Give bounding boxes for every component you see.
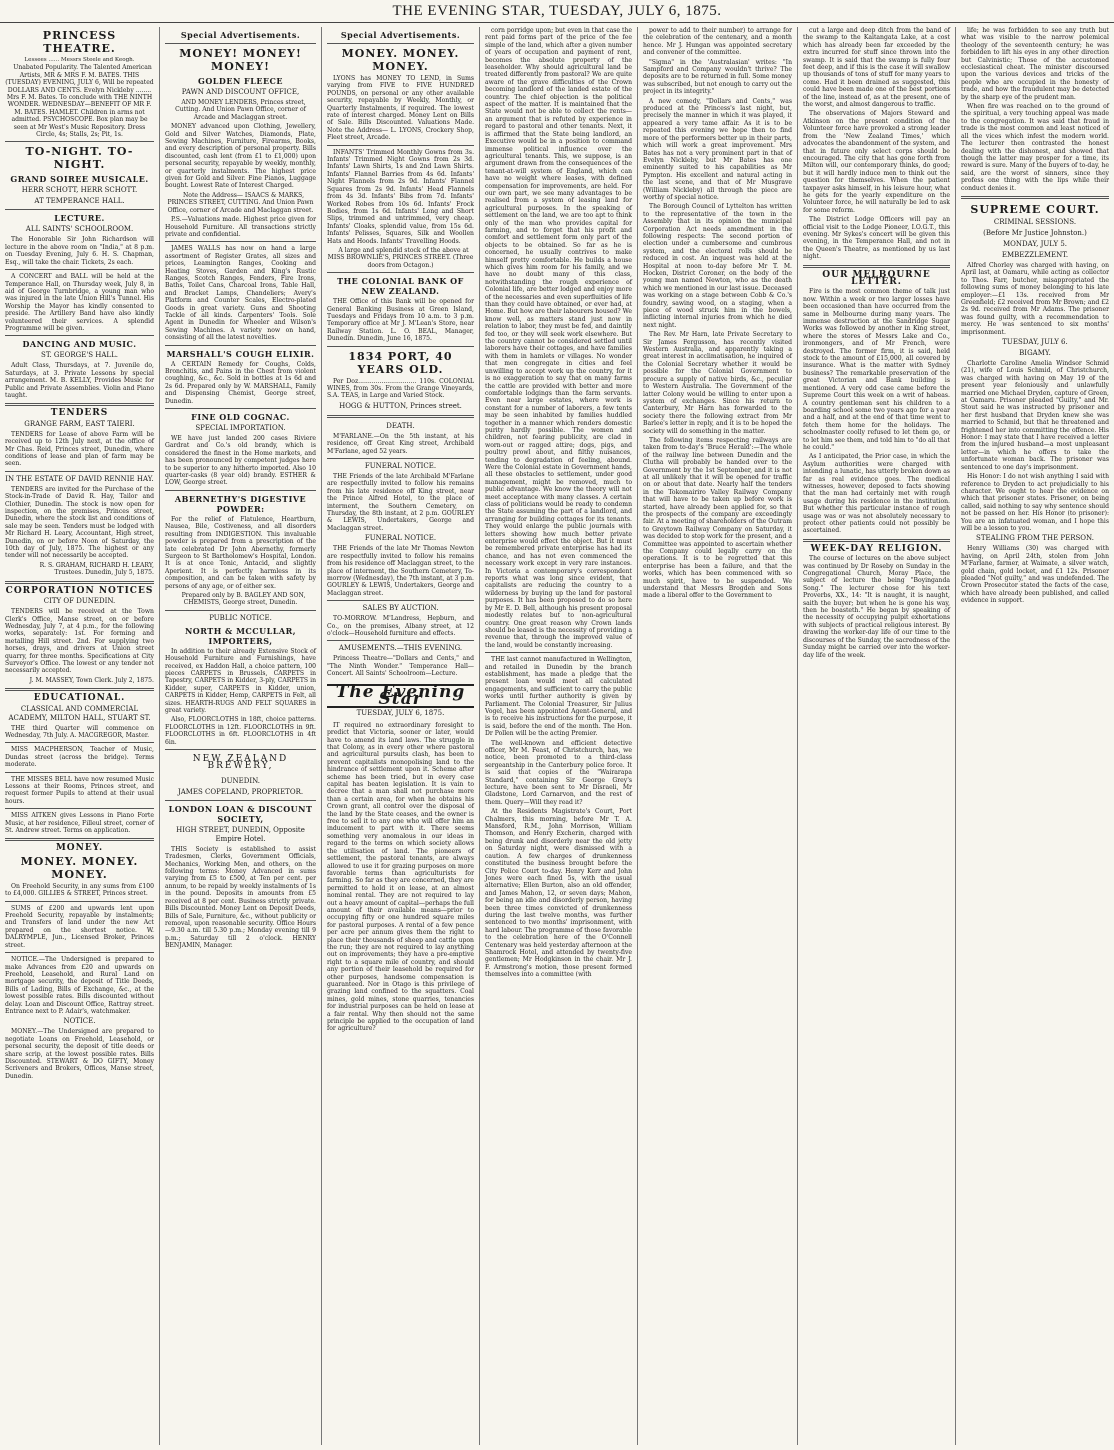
brownlie-line: A large and splendid stock of the above at MISS BROWNLIE'S, PRINCES STREET. (Three doors from Octagon.) [327,246,474,269]
city-body: TENDERS will be received at the Town Clerk's Office, Manse street, on or before Wednesday, July 7, at 4 p.m., for the following works, separately: 1st. For forming and metalling Hill street. 2nd. For supplying two horses, drays, and drivers at Union street quarry, for three months. Specifications at City Surveyor's Office. The lowest or any tender not necessarily accepted. [5,608,154,675]
dancing-place: ST. GEORGE'S HALL. [41,351,118,360]
lecture-body: The Honorable Sir John Richardson will lecture in the above room on "India," at 8 p.m. on Tuesday Evening, July 6. H. S. Chapman, Esq., will take the chair. Tickets, 2s each. [5,236,154,266]
money-big: MONEY. MONEY. MONEY. [20,854,139,881]
week-day-religion-heading: WEEK-DAY RELIGION. [810,543,943,554]
brewery-sub: DUNEDIN. [220,776,261,785]
cognac-heading: FINE OLD COGNAC. [191,412,290,423]
money-big-2: MONEY! MONEY! MONEY! [179,47,302,73]
sales-body: TO-MORROW. M'Landress, Hepburn, and Co., on the premises, Albany street, at 12 o'clock—Household furniture and effects. [327,615,474,637]
hogg-line: HOGG & HUTTON, Princes street. [339,401,462,410]
news-item-7: The Borough Council of Lyttelton has written to the representative of the town in the Assembly that in its opinion the municipal Corporation Act needs amendment in the following respects: The second portion of election under a cumbersome and cumbrous system, and the electoral rolls should be reduced in cost. An inquest was held at the Hospital at noon to-day before Mr T. M. Hocken, District Coroner, on the body of the young man named Newton, who as the death which we mentioned in our last issue. Deceased was working on a stage between Cobb & Co.'s foundry, sawing wood, on a staging, when a piece of wood struck him in the bowels, inflicting internal injuries from which he died next night. [643,203,792,329]
pawn-valuations: P.S.—Valuations made. Highest price given for Household Furniture. All transactions strictly private and confidential. [165,216,316,238]
corporation-heading: CORPORATION NOTICES [5,585,154,596]
paper-title: The Evening Star [327,684,474,709]
bigamy-heading: BIGAMY. [1019,349,1051,357]
week-day-religion-body: The course of lectures on the above subject was continued by Dr Roseby on Sunday in the Congregational Church, Moray Place, the subject of lecture the being "Boyinganda Song." The lecturer chose for his text Proverbs, XX., 14: "It is naught, it is naught, saith the buyer; but when he is gone his way, then he boasteth." He began by speaking of the necessity of occupying pulpit exhortations with subjects of practical religious interest. By drawing the worker-day life of our time to the discourses of the Sunday, the sacredness of the Sunday might be carried over into the worker-day life of the week. [803,555,950,659]
money-body: On Freehold Security, in any sums from £100 to £4,000. GILLIES & STREET, Princes street. [5,882,154,898]
case-bigamy-2: His Honor: I do not wish anything I said with reference to Dryden to act prejudicially to his character. We ought to hear the evidence on which that prisoner states. Prisoner, on being called, said nothing to say why sentence should not be passed on her. His Honor (to prisoner): You are an infatuated woman, and I hope this will be a lesson to you. [961,473,1109,532]
news-item-5: "Sigma" in the 'Australasian' writes: "In Sampford and Company wouldn't thrive? The deposits are to be returned in full. Some money was subscribed, but not enough to carry out the project in its integrity." [643,58,792,96]
notice2-heading: NOTICE. [63,1017,96,1026]
masthead-title: THE EVENING STAR, TUESDAY, JULY 6, 1875. [392,3,722,19]
newspaper-masthead [0,0,1114,23]
funeral-heading-2: FUNERAL NOTICE. [364,534,437,543]
grange-heading: GRANGE FARM, EAST TAIERI. [24,419,135,428]
column-6 [798,27,956,1445]
melbourne-letter-heading: OUR MELBOURNE LETTER. [822,269,931,287]
supreme-court-heading: SUPREME COURT. [970,202,1100,216]
pawn-heading: PAWN AND DISCOUNT OFFICE, [181,88,300,96]
academy-heading: CLASSICAL AND COMMERCIAL ACADEMY, MILTON HALL, STUART ST. [8,704,151,722]
melbourne-letter-body-2: As I anticipated, the Prior case, in which the Asylum authorities were charged with intending a lunatic, has utterly broken down as far as real evidence goes. The medical witnesses, however, deposed to facts showing that the man had certainly met with rough usage during his residence in the institution. But whether this particular instance of rough usage was or was not absolutely necessary to protect other patients could not possibly be ascertained. [803,453,950,535]
walls-ad: JAMES WALLS has now on hand a large assortment of Register Grates, all sizes and prices, Leamington Ranges, Cooking and Heating Stoves, Garden and King's Rustic Ranges, Scotch Ranges, Fenders, Fire Irons, Baths, Toilet Cans, Charcoal Irons, Table Hall, and Bracket Lamps, Chandeliers; Avery's Platform and Counter Scales, Electro-plated Goods in great variety. Guns and Shooting Tackle of all kinds. Carpenters' Tools. Sole Agent in Dunedin for Wheeler and Wilson's Sewing Machines. A variety now on hand, consisting of all the latest novelties. [165,245,316,342]
monday-line: MONDAY, JULY 5. [1002,239,1067,248]
criminal-sessions-heading: CRIMINAL SESSIONS. [993,217,1077,226]
amusements-body: Princess Theatre—"Dollars and Cents," and "The Ninth Wonder." Temperance Hall—Concert. All Saints' Schoolroom—Lecture. [327,655,474,678]
port-heading: 1834 PORT, 40 YEARS OLD. [348,349,453,376]
pawn-address: Note the Address— ISAACS & MARKS, PRINCES STREET, CUTTING. And Union Pawn Office, corner of Arcade and Maclaggan street. [167,191,314,214]
news-item-10: cut a large and deep ditch from the band of the swamp to the Kaitangata Lake, at a cost which has already been far exceeded by the extra incurred for stuff since thrown into the swamp. It is said that the swamp is fully four feet deep, and if this is the case it will swallow up thousands of tons of stuff for many years to come. Had it been drained as suggested, this could have been made one of the best portions of the line, instead of, as at the present, one of the worst, and almost dangerous to traffic. [803,27,950,109]
notice2-ad: MONEY.—The Undersigned are prepared to negotiate Loans on Freehold, Leasehold, or personal security, the deposit of title deeds or share scrip, at the lowest possible rates. Bills Discounted. STEWART & DO GIFTY, Money Scriveners and Brokers, Offices, Manse street, Dunedin. [5,1028,154,1080]
city-heading: CITY OF DUNEDIN. [43,597,116,606]
news-item-1: THE last cannot manufactured in Wellington, and retailed in Dunedin by the branch establishment, has made a pledge that the present loan would meet all calculated engagements, and sufficient to carry the public works until further authority is given by Parliament. The Colonial Treasurer, Sir Julius Vogel, has been appointed Agent-General, and is to receive his instructions for the purpose, it is said, before the end of the month. The Hon. Dr Pollen will be the acting Premier. [485,656,632,738]
news-item-6: A new comedy, "Dollars and Cents," was produced at the Princess's last night, but, precisely the manner in which it was played, it appeared a very tame affair. As it is to be repeated this evening we hope then to find more of the performers better up in their parts, which will work a great improvement. Mrs Bates has not a very prominent part in that of Evelyn Nickleby, but Mr Bates has one eminently suited to his capabilities as Mr Pympton. His excellent and natural acting in the last scene, and that of Mr Musgrave (William Nickleby) all through the piece are worthy of special notice. [643,97,792,201]
brewery-heading: NEW ZEALAND BREWERY, [192,754,289,772]
column-5 [638,27,798,1445]
golden-fleece-heading: GOLDEN FLEECE [197,76,284,86]
stealing-heading: STEALING FROM THE PERSON. [976,534,1094,543]
news-item-12: The District Lodge Officers will pay an official visit to the Lodge Pioneer, I.O.G.T., this evening. Mr Sykes's concert will be given this evening, in the Temperance Hall, and not in the Queen's Theatre, as mentioned by us last night. [803,216,950,261]
column-2 [160,27,322,1445]
soiree-heading: GRAND SOIREE MUSICALE. [10,174,149,185]
public-notice-heading: PUBLIC NOTICE. [209,613,272,622]
special-ads-heading-2: Special Advertisements. [340,30,461,40]
money-lenders: AND MONEY LENDERS, Princes street, Cutting. And Union Pawn Office, corner of Arcade and Maclaggan street. [175,99,306,121]
schott-line: HERR SCHOTT, HERR SCHOTT. [21,186,138,195]
north-body: In addition to their already Extensive Stock of Household Furniture and Furnishings, have received, ex Haddon Hall, a choice pattern, 100 pieces CARPETS in Brussels, CARPETS in Tapestry, CARPETS in Kidder, 3-ply, CARPETS in Kidder, super, CARPETS in Kidder, union, CARPETS in Kidder, Hemp, CARPETS in Felt, all sizes. HEARTH-RUGS AND FELT SQUARES in great variety. [165,647,316,714]
academy-body: THE third Quarter will commence on Wednesday, 7th July. A. MACGREGOR, Master. [5,724,154,739]
cognac-body: WE have just landed 200 cases Riviere Gardrat and Co.'s old brandy, which is considered the finest in the Home markets, and has been pronounced by competent judges here to be superior to any hitherto imported. Also 10 quarter-casks (8 year old) brandy. ESTHER & LOW, George street. [165,435,316,487]
abernethy-body: For the relief of Flatulence, Heartburn, Nausea, Bile, Costiveness, and all disorders resulting from INDIGESTION. This invaluable powder is prepared from a prescription of the late celebrated Dr John Abernethy, formerly Surgeon to St Bartholomew's Hospital, London. It is at once Tonic, Antacid, and slightly Aperient. It is perfectly harmless in its composition, and can be taken with safety by persons of any age, or of either sex. [165,515,316,590]
money-big-3: MONEY. MONEY. MONEY. [341,47,460,73]
leader-article: IT required no extraordinary foresight to predict that Victoria, sooner or later, would have to amend its land laws. The struggle in that Colony, as in every other where pastoral and agricultural pursuits clash, has been to prevent capitalists monopolising land to the hindrance of settlement upon it. Scheme after scheme has been tried, but in every case capital has beaten legislation. It is vain to decree that a man shall not purchase more than a certain area, for when he obtains his Crown grant, all control over the disposal of the land by the State ceases, and the owner is free to sell it to any one who will offer him an inducement to part with it. There seems something very anomalous in our ideas in regard to the terms on which society allows the utilisation of land. The pioneers of settlement, the pastoral tenants, are always allowed to use it for grazing purposes on more favorable terms than agriculturists for farming. So far as they are concerned, they are permitted to hold it on lease, at an almost nominal rental. They are not required to lay out a heavy amount of capital—perhaps the full amount of their available means—prior to occupying fifty or one hundred square miles for pastoral purposes. A rental of a few pence per acre per annum gives them the right to place their thousands of sheep and cattle upon the run; they are not required to lay anything out on improvements; they have a pre-emptive right to a square mile of country, and should any portion of their leasehold be required for other purposes, handsome compensation is guaranteed. Nor in Otago is this privilege of grazing land confined to the squatters. Coal mines, gold mines, stone quarries, tenancies for industrial purposes can be held on lease at a fair rental. Why then should not the same principle be applied to the occupation of land for agriculture? [327,721,474,1033]
london-loan-heading: LONDON LOAN & DISCOUNT SOCIETY, [168,803,313,824]
death-body: M'FARLANE.—On the 5th instant, at his residence, off Great King street, Archibald M'Farlane, aged 52 years. [327,432,474,455]
cough-body: A CERTAIN Remedy for Coughs, Colds, Bronchitis, and Pains in the Chest from violent coughing, &c., &c. Sold in bottles at 1s 6d and 2s 6d. Prepared only by W. MARSHALL, Family and Dispensing Chemist, George street, Dunedin. [165,360,316,405]
port-body: Per Doz.............................. 110s. COLONIAL WINES, from 30s. From the Grange Vineyards, S.A. TEAS, in Large and Varied Stock. [327,377,474,400]
estate-heading: IN THE ESTATE OF DAVID RENNIE HAY. [5,474,154,483]
column-7 [956,27,1114,1445]
abernethy-heading: ABERNETHY'S DIGESTIVE POWDER: [174,493,307,514]
dancing-body: Adult Class, Thursdays, at 7. Juvenile do, Saturdays, at 3. Private Lessons by special arrangement. M. B. KELLY, Provides Music for Public and Private Assemblies. Violin and Piano taught. [5,362,154,399]
brewery-proprietor: JAMES COPELAND, PROPRIETOR. [177,787,304,796]
concert-body: A CONCERT and BALL will be held at the Temperance Hall, on Thursday week, July 8, in aid of George Turnbridge, a young man who was injured in the late Union Hill's Tunnel. His Worship the Mayor has kindly consented to preside. The Artillery Band have also kindly volunteered their services. A splendid Programme will be given. [5,273,154,332]
lecture-heading: LECTURE. [54,213,105,224]
sales-heading: SALES BY AUCTION. [362,604,439,613]
column-3 [322,27,480,1445]
london-loan-sub: HIGH STREET, DUNEDIN, Opposite Empire Hotel. [176,825,305,843]
bank-heading: THE COLONIAL BANK OF NEW ZEALAND. [337,276,464,297]
news-item-11: The observations of Majors Steward and Atkinson on the present condition of the Volunteer force have provoked a strong leader from the 'New Zealand Times,' which advocates the abandonment of the system, and that in future only select corps should be encouraged. The city that has gone forth from Milton will, our contemporary thinks, do good; but it will hardly induce men to think out the question for themselves. When the patient taxpayer asks himself, in his leisure hour, what he gets for the yearly expenditure on the Volunteer force, he will naturally be led to ask for some reform. [803,110,950,214]
bank-body: THE Office of this Bank will be opened for General Banking Business at Green Island, Tuesdays and Fridays from 10 a.m. to 3 p.m. Temporary office at Mr J. M'Lean's Store, near Railway Station. L. O. BEAL, Manager, Dunedin. Dunedin, June 16, 1875. [327,298,474,343]
special-ads-heading: Special Advertisements. [180,30,301,40]
pawn-body: MONEY advanced upon Clothing, Jewellery, Gold and Silver Watches, Diamonds, Plate, Sewing Machines, Furniture, Firearms, Books, and every description of personal property. Bills discounted, cash lent (from £1 to £1,000) upon personal security, repayable by weekly, monthly, or quarterly instalments. The highest price given for Gold and Silver. Fine Pianos, Luggage bought. Lowest Rate of Interest Charged. [165,123,316,190]
money-heading: MONEY. [55,843,104,854]
column-1 [0,27,160,1445]
london-loan-body: THIS Society is established to assist Tradesmen, Clerks, Government Officials, Mechanics, Working Men, and others, on the following terms: Money Advanced in sums varying from £5 to £500, at Ten per cent. per annum, to be repaid by weekly instalments of 1s in the pound. Deposits in amounts from £5 received at 8 per cent. Business strictly private. Bills Discounted. Money Lent on Deposit Deeds, Bills of Sale, Furniture, &c., without publicity or removal, upon reasonable security. Office Hours—9.30 a.m. till 5.30 p.m.; Monday evening till 9 p.m.; Saturday till 2 o'clock. HENRY BENJAMIN, Manager. [165,845,316,950]
theatre-heading: PRINCESS THEATRE. [42,29,117,55]
aitken-ad: MISS AITKEN gives Lessons in Piano Forte Music, at her residence, Filleul street, corner of St. Andrew street. Terms on application. [5,812,154,835]
funeral-heading: FUNERAL NOTICE. [364,462,437,471]
judge-line: (Before Mr Justice Johnston.) [983,228,1087,237]
case-bigamy: Charlotte Caroline Amelia Windsor Schmid (21), wife of Louis Schmid, of Christchurch, was charged with having on May 19 of the present year feloniously and unlawfully married one Michael Dryden, capture of Green, at Oamaru. Prisoner pleaded "Guilty," and Mr. Stout said he was instructed by prisoner and her first husband that Dryden knew she was married to Schmid, but that he threatened and frightened her into committing the offence. His Honor: I may state that I have received a letter from the injured husband—a most unpleasant letter—in which he offers to take the unfortunate woman back. The prisoner was sentenced to one day's imprisonment. [961,360,1109,471]
news-item-9: The following items respecting railways are taken from to-day's 'Bruce Herald':—The whole of the railway line between Dunedin and the Clutha will probably be handed over to the Government by the 1st September, and it is not at all unlikely that it will be opened for traffic on or about that date. Nearly half the tenders in the Tokomairiro Valley Railway Company that will have to be taken up before work is started, have already been applied for, so that the prospects of the company are exceedingly fair. At a meeting of shareholders of the Outram to Greytown Railway Company on Saturday, it was decided to stop work for the present, and a Committee was appointed to ascertain whether the Company could legally carry on the operations. It is to be regretted that this enterprise has been a failure, and that the works, which has been commenced with so much spirit, have to be suspended. We understand that Messrs Brogden and Sons made a liberal offer to the Government to [643,436,792,600]
case-embezzlement: Alfred Chorley was charged with having, on April last, at Oamaru, while acting as collector to Thos. Farr, butcher, misappropriated the following sums of money belonging to his late employer:—£1 13s. received from Mr Greenfield; £2 received from Mr Brown; and £2 2s 9d. received from Mr Adams. The prisoner was found guilty, with a recommendation to mercy. He was sentenced to six months' imprisonment. [961,261,1109,336]
bagley-line: Prepared only by B. BAGLEY AND SON, CHEMISTS, George street, Dunedin. [181,591,306,607]
tonight-heading: TO-NIGHT. TO-NIGHT. [25,145,134,172]
column-4 [480,27,638,1445]
religion-continued: life; he was forbidden to see any truth but what was visible to the narrow polemical theology of the seventeenth century; he was forbidden to lift his eyes in any other direction but Calvinistic; Those of the accustomed ecclesiastical cheat. The minister discoursed upon the various devices and tricks of the people who are occupied in the honesty of trade, and how the fraudulent may be detected by the sharp eye of the prudent man. [961,27,1109,101]
religion-continued-2: When fire was reached on to the ground of the spiritual, a very touching appeal was made to the congregation. It was said that fraud in trade is the most common and least noticed of all the vices which infest the modern world. The lecturer then contrasted the honest dealing with the dishonest, and showed that though the latter may prosper for a time, its reward is sure. Many of the buyers of to-day, he said, are the worst of sinners, since they profess one thing with the lips while their conduct denies it. [961,103,1109,192]
tuesday-line: TUESDAY, JULY 6. [1002,338,1068,346]
temperance-line: AT TEMPERANCE HALL. [34,197,125,206]
death-heading: DEATH. [386,421,415,430]
city-sign: J. M. MASSEY, Town Clerk. July 2, 1875. [29,676,154,684]
estate-body: TENDERS are invited for the Purchase of the Stock-in-Trade of David R. Hay, Tailor and Clothier, Dunedin. The stock is now open for inspection, on the premises, Princes street, Dunedin, where the stock list and conditions of sale may be seen. Tenders must be lodged with Mr Richard H. Leary, Accountant, High street, Dunedin, on or before Noon of Saturday, the 10th day of July, 1875. The highest or any tender will not necessarily be accepted. [5,485,154,560]
macpherson-ad: MISS MACPHERSON, Teacher of Music, Dundas street (across the bridge). Terms moderate. [5,746,154,769]
lecture-place: ALL SAINTS' SCHOOLROOM. [25,225,134,234]
estate-sign: R. S. GRAHAM, RICHARD H. LEARY, Trustees. Dunedin, July 5, 1875. [39,561,154,577]
grange-body: TENDERS for Lease of above Farm will be received up to 12th July next, at the office of Mr Chas. Reid, Princes street, Dunedin, where conditions of lease and plan of farm may be seen. [5,430,154,468]
theatre-lessees: Lessees ...... Messrs Steele and Keogh. [24,57,135,63]
leader-continued: corn porridge upon; but even in that case the rent paid forms part of the price of the fee simple of the land, which after a given number of years of occupation and payment of rent, becomes the absolute property of the leaseholder. Why should agricultural land be treated differently from pastoral? We are quite aware of the grave difficulties of the Crown becoming landlord of the landed estate of the country. The chief objection is the political aspect of the matter. It is maintained that the State would not be able to collect the rents—an argument that is refuted by experience in regard to pastoral and other tenants. Next, it is affirmed that the State being landlord, an Executive would be in a position to command immense political influence over the agricultural tenants. This, we suppose, is an argument drawn from the consequences of the tenant-at-will system of England, which can have no weight where leases, with defined compensation for improvements, are held. For our own part, we see many advantages to be realised from a system of leasing land for agricultural purposes. In the speaking of settlement on the land, we are too apt to think only of the man who provides capital for farming, and to forget that his profit and comfort and settlement form only part of the objects to be obtained. So far as he is concerned, he usually contrives to make himself pretty comfortable. He builds a house which gives him room for his family, and we have no doubt many of this class, notwithstanding the rough experience of Colonial life, are better lodged and enjoy more of the necessaries and even superfluities of life than they could have obtained, or ever had, at Home. But how are their labourers housed? We know well, as matters stand just now in relation to labor, they must be fed, and daintily fed too, or they will seek work elsewhere. But the country cannot be considered settled until laborers have their cottages, and have families with them in hamlets or villages. No wonder that men congregate in cities and feel unwilling to accept work up the country, for it is no exaggeration to say that on many farms the cattle are provided with better and more comfortable lodgings than the farm servants. Even near large estates, where work is constant for a number of laborers, a few tents may be seen inhabited by families huddled together in a manner which renders domestic purity hardly possible. The women and children, not fearing publicity, are clad in worn-out or ragged attire; dogs, pigs, and poultry prowl about, and filthy nuisances, tending to degradation of feeling, abound. Were the Colonial estate in Government hands, all these obstacles to settlement, under good management, might be removed, much to public advantage. We know the theory will not meet acceptance with many classes. A certain class of politicians would be ready to condemn the State assuming the part of a landlord, and arranging for building cottages for its tenants. They would enlarge the public journals with letters showing how much better private enterprise would effect the object. But it must be remembered private enterprise has had its chance, and has not even commenced the necessary work except in very rare instances. In Victoria a contemporary's correspondent reports what was long since evident, that capitalists are reducing the country to a wilderness by buying up the land for pastoral purposes. It has been proposed to do so here by Mr E. D. Bell, although his present proposal modestly relates but to non-agricultural country. One great reason why Crown lands should be leased is the necessity of providing a revenue that, through the improved value of the land, would be constantly increasing. [485,27,632,649]
theatre-body: Unabated Popularity. The Talented American Artists, MR & MRS F. M. BATES. THIS (TUESDAY) EVENING, JULY 6, Will be repeated DOLLARS AND CENTS. Evelyn Nickleby ........ Mrs F. M. Bates. To conclude with THE NINTH WONDER. WEDNESDAY—BENEFIT OF MR F. M. BATES. HAMLET. Children in arms not admitted. PSYCHOSCOPE. Box plan may be seen at Mr West's Music Repository. Dress Circle, 4s; Stalls, 2s; Pit, 1s. [5,64,154,139]
infants-ad: INFANTS' Trimmed Monthly Gowns from 3s. Infants' Trimmed Night Gowns from 2s 3d. Infants' Lawn Shirts, 1s and 2nd Lawn Shirts. Infants' Flannel Barries from 4s 6d. Infants' Night Flannels from 2s 9d. Infants' Flannel Squares from 2s 9d. Infants' Head Flannels from 4s 3d. Infants' Bibs from 7d. Infants' Worked Robes from 10s 6d. Infants' Frock Bodies, from 1s 6d. Infants' Long and Short Slips, trimmed and untrimmed, very cheap. Infants' Cloaks, splendid value, from 15s 6d. Infants' Pelisses, Squares, Silk and Woollen Hats and Hoods. Infants' Travelling Hoods. [327,148,474,245]
amusements-heading: AMUSEMENTS.—THIS EVENING. [338,644,463,653]
special-importation: SPECIAL IMPORTATION. [195,424,286,433]
embezzlement-heading: EMBEZZLEMENT. [1001,250,1069,259]
funeral-body-1: THE Friends of the late Archibald M'Farlane are respectfully invited to follow his remains from his late residence off King street, near the Prince Alfred Hotel, to the place of interment, the Southern Cemetery, on Thursday, the 8th instant, at 2 p.m. GOURLEY & LEWIS, Undertakers, George and Maclaggan street. [327,473,474,532]
floorcloth-list: Also, FLOORCLOTHS in 18ft, choice patterns. FLOORCLOTHS in 12ft. FLOORCLOTHS in 9ft. FLOORCLOTHS in 6ft. FLOORCLOTHS in 4ft 6in. [165,716,316,746]
funeral-body-2: THE Friends of the late Mr Thomas Newton are respectfully invited to follow his remains from his residence off Maclaggan street, to the place of interment, the Southern Cemetery, To-morrow (Wednesday), the 7th instant, at 3 p.m. GOURLEY & LEWIS, Undertakers, George and Maclaggan street. [327,545,474,597]
bell-ad: THE MISSES BELL have now resumed Music Lessons at their Rooms, Princes street, and request former Pupils to attend at their usual hours. [5,775,154,805]
news-item-2: The well-known and efficient detective officer, Mr M. Feast, of Christchurch, has, we notice, been promoted to a third-class sergeantship in the Canterbury police force. It is said that copies of the "Wairarapa Standard," containing Sir George Grey's lecture, have been sent to Mr Disraeli, Mr Gladstone, Lord Carnarvon, and the rest of them. Query—Will they read it? [485,739,632,806]
educational-heading: EDUCATIONAL. [33,693,126,704]
melbourne-letter-body: Fire is the most common theme of talk just now. Within a week or two larger losses have been occasioned than have occurred from the same in Melbourne during many years. The immense destruction at the Sandridge Sugar Works was followed by another in King street, where the stores of Messrs Lake and Co., ironmongers, and of Mr French, were destroyed. The former firm, it is said, held stock to the amount of £15,000, all covered by insurance. What is the matter with Sydney business? The remarkable preservation of the great Victorian and Bank building is mentioned. A very odd case came before the Supreme Court this week on a writ of habeas. A country gentleman sent his children to a boarding school some two years ago for a year and a half, and at the end of that time went to fetch them home for the holidays. The schoolmaster coolly refused to let them go, or to let him see them, and told him to "do all that he could." [803,288,950,451]
news-item-8: The Rev. Mr Harn, late Private Secretary to Sir James Fergusson, has recently visited Western Australia, and apparently taking a great interest in acclimatisation, he inquired of the Colonial Secretary whether it would be possible for the Colonial Government to procure a supply of native birds, &c., peculiar to Western Australia. The Government of the latter Colony would be willing to enter upon a system of exchanges. Since his return to Canterbury, Mr Harn has forwarded to the society there the following extract from Mr Barlee's letter in reply, and it is to be hoped the society will do something in the matter. [643,331,792,435]
case-stealing: Henry Williams (30) was charged with having, on April 24th, stolen from John M'Farlane, farmer, at Waimate, a silver watch, gold chain, gold locket, and £1 12s. Prisoner pleaded "Not guilty," and was undefended. The Crown Prosecutor stated the facts of the case, which have already been published, and called evidence in support. [961,545,1109,605]
north-heading: NORTH & MCCULLAR, IMPORTERS, [184,625,297,646]
notice-ad: NOTICE.—The Undersigned is prepared to make Advances from £20 and upwards on Freehold, Leasehold, and Rural Land on mortgage security, the deposit of Title Deeds, Bills of Lading, Bills of Exchange, &c., at the lowest possible rates. Bills discounted without delay. Loan and Discount Office, Rattray street. Entrance next to P. Adair's, watchmaker. [5,956,154,1015]
leader-dateline: TUESDAY, JULY 6, 1875. [356,709,445,718]
tenders-heading: TENDERS [50,408,109,419]
sums-ad: SUMS of £200 and upwards lent upon Freehold Security, repayable by instalments; and Transfers of land under the new Act prepared on the shortest notice. W. DALRYMPLE, Jun., Licensed Broker, Princes street. [5,904,154,949]
news-item-3: At the Residents Magistrate's Court, Port Chalmers, this morning, before Mr T. A. Mansford, R.M., John Morrison, William Thomson, and Henry Excherin, charged with being drunk and disorderly near the old jetty on Saturday night, were dismissed with a caution. A few charges of drunkenness constituted the business brought before the City Police Court to-day. Henry Kerr and John Jones were each fined 5s, with the usual alternative; Ellen Burton, also an old offender, and James Mahon, 12, or seven days; Mahon, for being an idle and disorderly person, having been three times convicted of drunkenness during the last twelve months, was further sentenced to two months' imprisonment, with hard labour. The programme of those favorable to the celebration here of the O'Connell Centenary was held yesterday afternoon at the Shamrock Hotel, and attended by twenty-five gentlemen; Mr Hodgkinson in the chair. Mr J. F. Armstrong's motion, those present formed themselves into a committee (with [485,808,632,979]
lyons-ad: LYONS has MONEY TO LEND, in Sums varying from FIVE to FIVE HUNDRED POUNDS, on personal or any other available security, repayable by Weekly, Monthly, or Quarterly Instalments, if required. The lowest rate of interest charged. Money Lent on Bills of Sale. Bills Discounted. Valuations Made. Note the Address— L. LYONS, Crockery Shop, Fleet street, Arcade. [327,75,474,142]
dancing-heading: DANCING AND MUSIC. [22,339,137,350]
news-item-4: power to add to their number) to arrange for the celebration of the centenary, and a month hence. Mr J. Hungan was appointed secretary and convener of the committee. [643,27,792,57]
cough-heading: MARSHALL'S COUGH ELIXIR. [166,348,315,359]
